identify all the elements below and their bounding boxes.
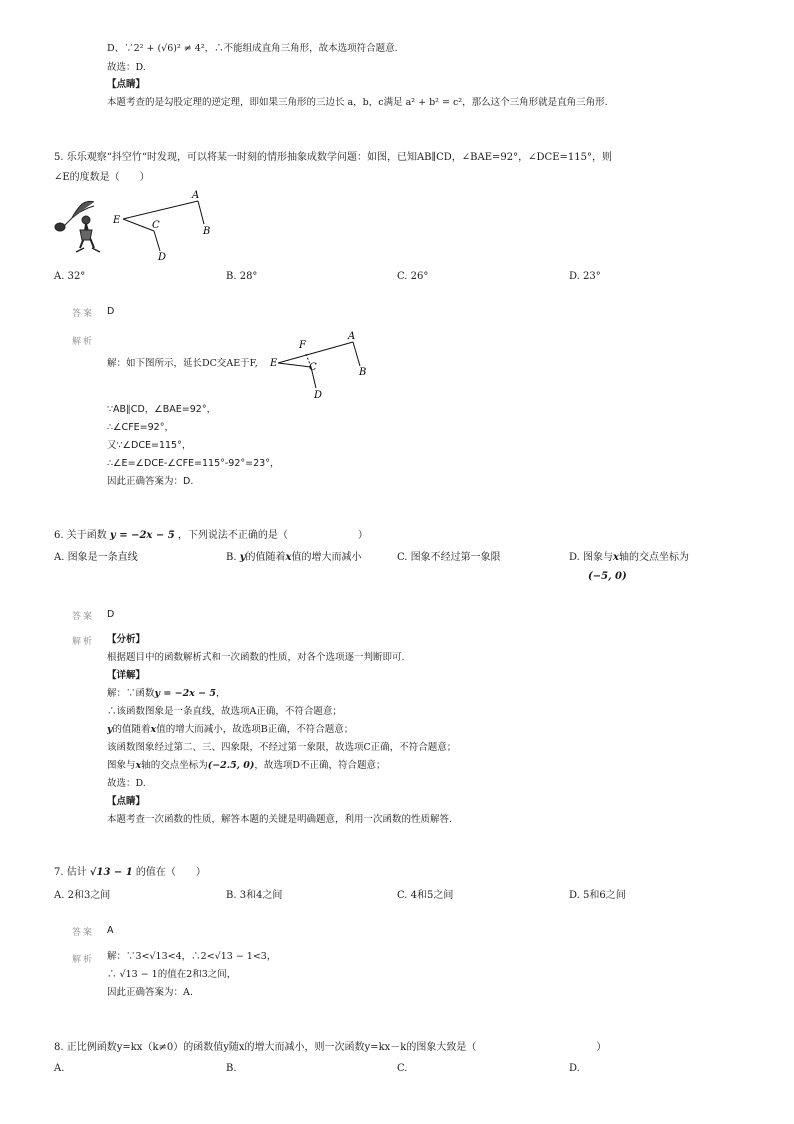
q7-answer-label: 答案	[72, 928, 95, 938]
q7-answer-value: A	[107, 925, 114, 936]
q5-stem-line1: 5. 乐乐观察“抖空竹“时发现，可以将某一时刻的情形抽象成数学问题：如图，已知AB∥CD，∠BAE=92°，∠DCE=115°，则	[54, 152, 612, 163]
q4-option-d-text: D、∵2² + (√6)² ≠ 4²，∴不能组成直角三角形，故本选项符合题意.	[107, 43, 398, 54]
q6-option-b-prefix: B.	[226, 552, 237, 563]
q6-option-b	[226, 551, 362, 565]
q5-stem-line2: ∠E的度数是（ ）	[54, 172, 150, 183]
q6-option-d-var-x: x	[613, 552, 619, 563]
q6-option-b-post: 值的增大而减小	[291, 552, 362, 563]
q6-sol3-var-x: x	[150, 724, 157, 735]
q5-label-A: A	[192, 190, 200, 201]
q6-option-d-post: 轴的交点坐标为	[619, 552, 689, 563]
q5-label-C: C	[152, 220, 160, 231]
q6-option-a: A. 图象是一条直线	[54, 552, 138, 563]
q5-solution-intro: 解：如下图所示，延长DC交AE于F,	[107, 358, 258, 369]
q8-option-a: A.	[54, 1063, 65, 1074]
q6-option-b-mid: 的值随着	[245, 552, 286, 563]
q5s-label-C: C	[309, 362, 317, 373]
q5-option-d: D. 23°	[569, 271, 601, 282]
diabolo-player-illustration	[55, 201, 100, 252]
q7-analysis-label: 解析	[72, 955, 95, 965]
q5s-line-AB	[353, 342, 360, 366]
q7-solution-line-3: 因此正确答案为：A.	[107, 987, 193, 998]
q4-comment: 本题考查的是勾股定理的逆定理，即如果三角形的三边长 a，b，c满足 a² + b² = c²，那么这个三角形就是直角三角形.	[107, 97, 608, 108]
q6-solution-line-6: 故选：D.	[107, 778, 146, 789]
q6-sol3-mid: 的值随着	[112, 724, 151, 735]
q5s-label-D: D	[314, 390, 323, 401]
q5-label-D: D	[158, 252, 167, 263]
q6-option-b-var-x: x	[285, 552, 292, 563]
q6-sol3-var-y: y	[107, 724, 113, 735]
q5-option-b: B. 28°	[226, 271, 258, 282]
q6-solution-line-2: ∴该函数图象是一条直线，故选项A正确，不符合题意；	[107, 706, 342, 717]
q6-stem-pre: 6. 关于函数	[54, 530, 107, 541]
q6-fenxi-heading: 【分析】	[107, 634, 146, 645]
q7-stem-post: 的值在（ ）	[135, 867, 206, 878]
q6-stem-formula: y = −2x − 5	[109, 530, 175, 541]
q5s-label-F: F	[299, 340, 306, 351]
q6-dianjing-heading: 【点睛】	[107, 796, 146, 807]
q6-option-c: C. 图象不经过第一象限	[397, 552, 501, 563]
q7-option-c: C. 4和5之间	[397, 890, 454, 901]
q6-dianjing-text: 本题考查一次函数的性质，解答本题的关键是明确题意，利用一次函数的性质解答.	[107, 814, 453, 825]
q5-solution-line-2: ∴∠CFE=92°，	[107, 422, 174, 433]
q6-sol5-mid: 轴的交点坐标为	[141, 760, 208, 771]
q5-analysis-label: 解析	[72, 337, 95, 347]
q6-sol1-formula: y = −2x − 5	[154, 688, 217, 699]
q5s-label-B: B	[359, 367, 367, 378]
q5-line-CD	[154, 231, 160, 251]
q6-solution-line-1	[107, 687, 226, 700]
q5-answer-label: 答案	[72, 309, 95, 319]
q5s-line-EA	[278, 342, 353, 363]
q6-stem	[54, 529, 368, 543]
q7-stem-formula: √13 − 1	[89, 867, 133, 878]
q7-option-b: B. 3和4之间	[226, 890, 283, 901]
q8-option-c: C.	[397, 1063, 408, 1074]
q6-fenxi-text: 根据题目中的函数解析式和一次函数的性质，对各个选项逐一判断即可.	[107, 652, 405, 663]
q6-stem-post: ，下列说法不正确的是（ ）	[177, 530, 368, 541]
q8-stem: 8. 正比例函数y=kx（k≠0）的函数值y随x的增大而减小，则一次函数y=kx－k的图象大致是（ ）	[54, 1042, 607, 1053]
q6-answer-label: 答案	[72, 612, 95, 622]
q7-stem	[54, 866, 206, 880]
q7-solution-line-1: 解：∵3<√13<4，∴2<√13 − 1<3，	[107, 951, 277, 962]
q6-analysis-label: 解析	[72, 637, 95, 647]
q5-solution-line-1: ∵AB∥CD，∠BAE=92°，	[107, 404, 217, 415]
q6-xiangjie-heading: 【详解】	[107, 670, 146, 681]
q5-label-E: E	[113, 215, 121, 226]
q5-line-AB	[198, 201, 204, 224]
q5s-label-E: E	[270, 358, 278, 369]
q8-option-d: D.	[569, 1063, 580, 1074]
q8-option-b: B.	[226, 1063, 237, 1074]
q5-line-EA	[123, 201, 198, 219]
q7-option-d: D. 5和6之间	[569, 890, 626, 901]
q6-sol5-point: (−2.5, 0)	[207, 760, 255, 771]
q6-solution-line-4: 该函数图象经过第二、三、四象限，不经过第一象限，故选项C正确，不符合题意；	[107, 742, 457, 753]
q7-solution-line-2: ∴ √13 − 1的值在2和3之间，	[107, 969, 237, 980]
q6-sol3-post: 值的增大而减小，故选项B正确，不符合题意；	[156, 724, 354, 735]
q6-option-d	[569, 551, 689, 565]
q5-option-a: A. 32°	[54, 271, 86, 282]
q5-figure	[50, 190, 220, 263]
q6-option-d-prefix: D. 图象与	[569, 552, 614, 563]
q5-solution-line-3: 又∵∠DCE=115°，	[107, 440, 192, 451]
q6-sol5-var-x: x	[135, 760, 142, 771]
q5-option-c: C. 26°	[397, 271, 429, 282]
q6-sol5-pre: 图象与	[107, 760, 136, 771]
q6-solution-line-3	[107, 723, 353, 736]
q7-option-a: A. 2和3之间	[54, 890, 111, 901]
q5-answer-value: D	[107, 306, 115, 317]
q5-solution-figure	[268, 330, 378, 400]
q5-solution-line-4: ∴∠E=∠DCE-∠CFE=115°-92°=23°，	[107, 458, 280, 469]
q6-answer-value: D	[107, 609, 115, 620]
q5s-line-EC	[278, 363, 311, 367]
q6-sol1-pre: 解：∵函数	[107, 688, 155, 699]
q5-solution-line-5: 因此正确答案为：D.	[107, 476, 194, 487]
q6-solution-line-5	[107, 759, 386, 772]
q5-line-EC	[123, 219, 154, 231]
q4-answer-text: 故选：D.	[107, 62, 146, 73]
q6-option-b-var-y: y	[239, 552, 246, 563]
q6-sol1-post: ，	[216, 688, 226, 699]
q7-stem-pre: 7. 估计	[54, 867, 87, 878]
q6-sol5-post: ，故选项D不正确，符合题意；	[254, 760, 386, 771]
q5-label-B: B	[203, 226, 211, 237]
q4-dianjing-heading: 【点睛】	[107, 79, 146, 90]
q5s-label-A: A	[348, 331, 356, 342]
q6-option-d-point: (−5, 0)	[588, 571, 627, 582]
